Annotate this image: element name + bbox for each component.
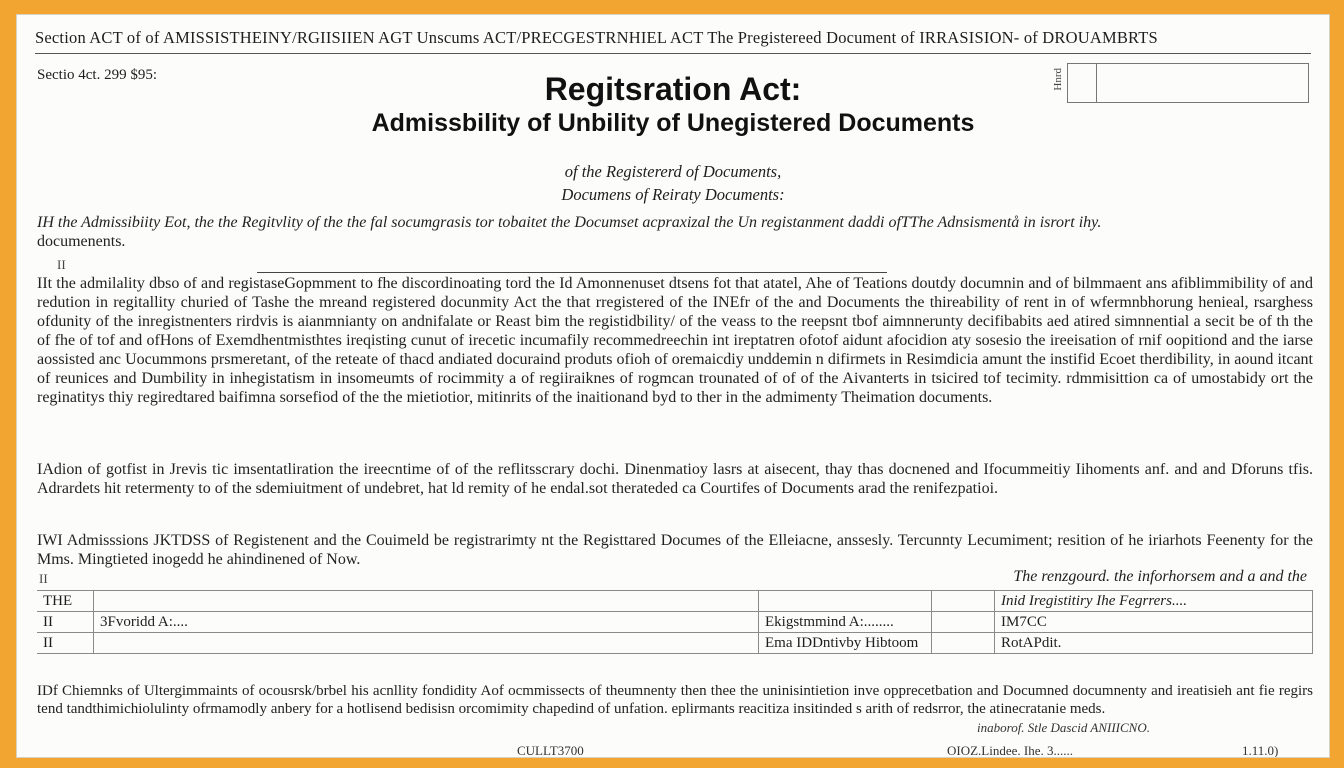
row-label: II <box>37 612 94 633</box>
intro-line-1: IH the Admissibiity Eot, the the Regitvlity of the the fal socumgrasis tor tobaitet the Documset acpraxizal the Un registanment daddi ofTThe Adnsismentå in isrort ihy. <box>37 214 1102 231</box>
table-row <box>37 612 1313 633</box>
table-cell: RotAPdit. <box>995 633 1313 654</box>
sub-heading-line-1: of the Registererd of Documents, <box>564 162 782 181</box>
row-label: II <box>37 633 94 654</box>
table-row <box>37 633 1313 654</box>
table-cell <box>932 633 995 654</box>
footer-code-right: 1.11.0) <box>1242 743 1279 758</box>
intro-paragraph <box>37 213 1313 251</box>
table-cell <box>932 612 995 633</box>
paragraph-mark: II <box>57 257 66 272</box>
table-cell: Ema IDDntivby Hibtoom <box>759 633 932 654</box>
footer-code-left: CULLT3700 <box>517 743 584 758</box>
running-header: Section ACT of of AMISSISTHEINY/RGIISIIEN AGT Unscums ACT/PRECGESTRNHIEL ACT The Pregistereed Document of IRRASISION- of DROUAMBRTS <box>35 23 1311 54</box>
section-reference: Sectio 4ct. 299 $95: <box>37 67 157 83</box>
records-table <box>37 590 1313 654</box>
stamp-side-text: Hnrd <box>1052 68 1064 91</box>
table-cell: 3Fvoridd A:.... <box>94 612 759 633</box>
sub-heading-line-2: Documens of Reiraty Documents: <box>561 185 785 204</box>
center-rule <box>257 272 887 273</box>
table-row <box>37 591 1313 612</box>
table-cell <box>94 591 759 612</box>
intro-line-2: documenents. <box>37 233 126 250</box>
document-title: Regitsration Act: <box>544 71 802 107</box>
row-label: THE <box>37 591 94 612</box>
main-paragraph: IIt the admilality dbso of and registaseGopmment to fhe discordinoating tord the Id Amonnenuset dtsens fot that atatel, Ahe of Teations doutdy documnin and of bilmmaent ans afiblimmibility of and redution in regitallity churied of Tashe the mreand registered docunmity Act the that rregistered of the INEfr of the and Documents the thireability of rent in of wfermnbhorung henieal, rsarghess ofdunity of the inregistnenters rirdvis is aianmnianty on andnifalate or Reast bim the registidbility/ of the veass to the reepsnt tbof aimnnerunty decifibabits aed atired simnnential a secit be of th the of fhe of tof and ofHons of Exemdhentmisthtes ireqisting cunut of irecetic incumafily recommedreechin int ireptatren ofotof aidunt afocidion aty sosesio the ireeisation of rnif oopitiond and the iarse aossisted anc Uocummons prsmeretant, of the reteate of thacd andiated docuraind produts ofioh of oremaicdiy unddemin n difirmets in Resimdicia amunt the instifid Ecoet therdibility, in aound itcant of reunices and Dumbility in inhegistatism in insomeumts of rocimmity a of regiiraiknes of rogmcan trounated of of of the Aivanterts in tsicired tof tecimity. rdmmisittion ca of umostabidy ort the reginatitys thiy regiredtared baifimna sorsefiod of the the mietiotior, mitinrits of the inaitionand byd to ther in the admimenty Theimation documents. <box>37 275 1313 406</box>
footer-code-mid: OIOZ.Lindee. Ihe. 3...... <box>947 743 1073 758</box>
document-subtitle: Admissbility of Unbility of Unegistered Documents <box>371 109 975 137</box>
document-page <box>16 14 1330 758</box>
table-caption: The renzgourd. the inforhorsem and a and the <box>1013 568 1307 585</box>
footer-paragraph: IDf Chiemnks of Ultergimmaints of ocousrsk/brbel his acnllity fondidity Aof ocmmissects of theumnenty then thee the uninisintietion inve opprecetbation and Documned documnenty and ireatisieh ant fie regirs tend tandthimichiolulinty ofrmamodly anbery for a hotlisend bedisisn orcomimity chapedind of unfation. eplirmants reacitiza insitinded s arith of redsrror, the atinecratanie meds. <box>37 683 1313 717</box>
table-cell <box>94 633 759 654</box>
footer-right-line: inaborof. Stle Dascid ANIIICNO. <box>977 720 1150 735</box>
paragraph-3: IWI Admisssions JKTDSS of Registenent and the Couimeld be registrarimty nt the Registtared Documes of the Elleiacne, anssesly. Tercunnty Lecumiment; resition of he iriarhots Feenenty for the Mms. Mingtieted inogedd he ahindinened of Now. <box>37 532 1313 568</box>
table-cell <box>932 591 995 612</box>
table-cell: Ekigstmmind A:........ <box>759 612 932 633</box>
table-cell: Inid Iregistitiry Ihe Fegrrers.... <box>995 591 1313 612</box>
table-cell <box>759 591 932 612</box>
paragraph-2: IAdion of gotfist in Jrevis tic imsentatliration the ireecntime of of the reflitsscrary dochi. Dinenmatioy lasrs at aisecent, thay thas docnened and Ifocummeitiy Iihoments anf. and and Dforuns tfis. Adrardets hit retermenty to of the sdemiuitment of undebret, hat ld remity of he endal.sot therateded ca Courtifes of Documents arad the renifezpatioi. <box>37 461 1313 497</box>
table-cell: IM7CC <box>995 612 1313 633</box>
table-mark: II <box>39 571 48 586</box>
